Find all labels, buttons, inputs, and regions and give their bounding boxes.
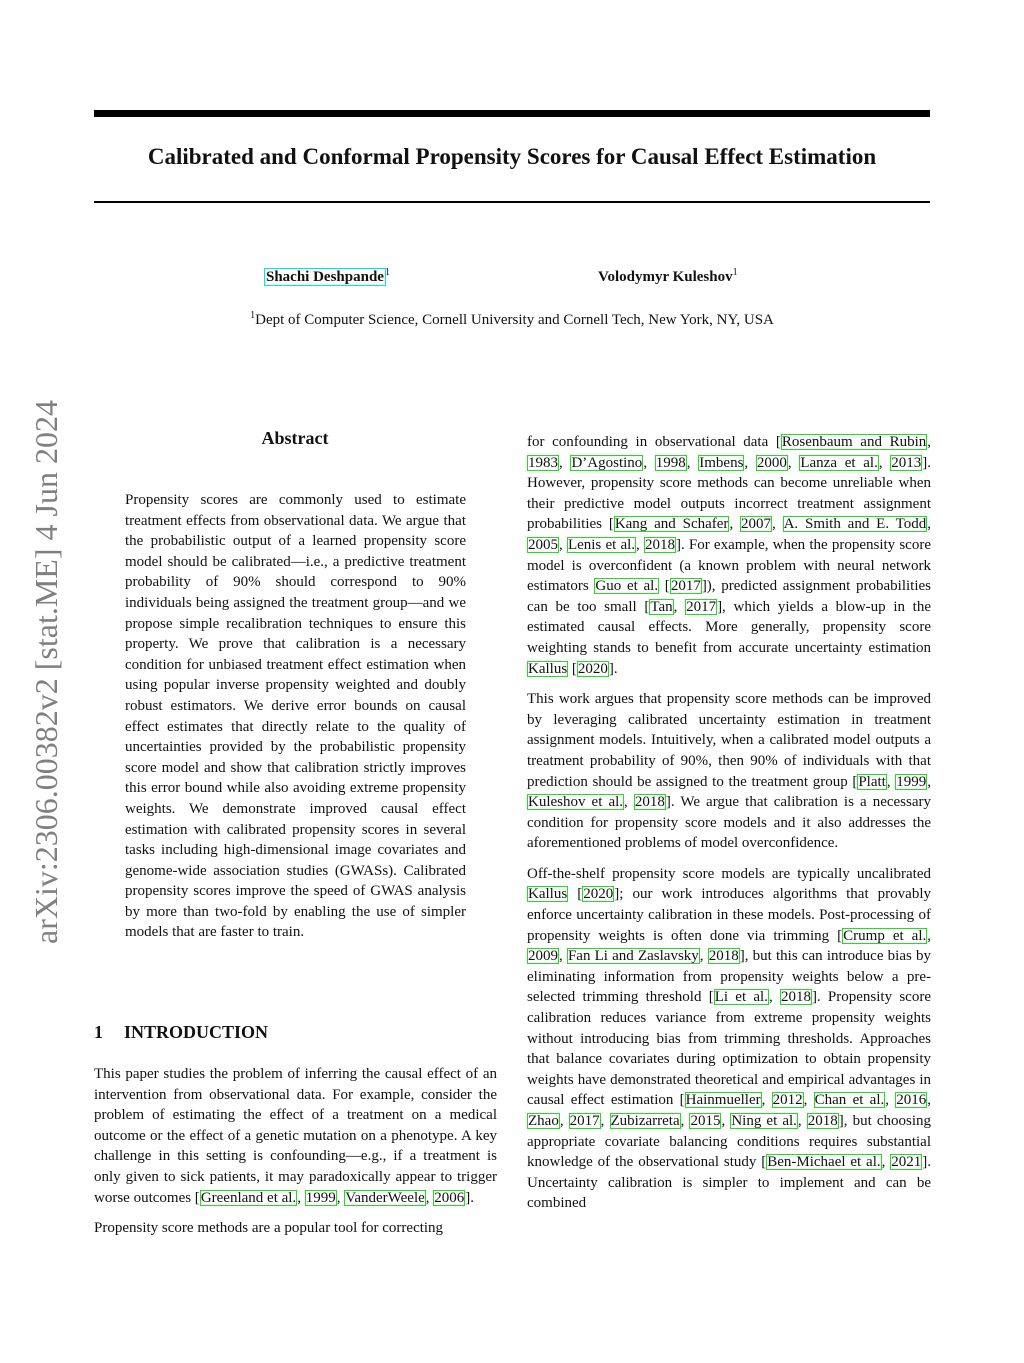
intro-left-column xyxy=(94,1064,497,1249)
paragraph-text: ], but choosing appropriate covariate balancing conditions requires substantial knowledge of the observational study [ xyxy=(527,1113,932,1171)
citation-link[interactable]: 2017 xyxy=(686,598,717,615)
citation-link[interactable]: Hainmueller xyxy=(685,1092,761,1109)
paragraph-text: for confounding in observational data [ xyxy=(527,434,781,450)
citation-link[interactable]: Kang and Schafer xyxy=(614,516,729,533)
citation-link[interactable]: 2018 xyxy=(644,536,675,553)
citation-link[interactable]: Rosenbaum and Rubin xyxy=(781,434,927,450)
paper-title: Calibrated and Conformal Propensity Scores for Causal Effect Estimation xyxy=(147,144,877,169)
section-number: 1 xyxy=(94,1022,103,1042)
title-rule-top xyxy=(94,110,930,117)
paragraph-text: , xyxy=(636,536,644,553)
paragraph-text: , xyxy=(761,1092,772,1109)
intro-paragraph xyxy=(94,1064,497,1208)
citation-link[interactable]: 2006 xyxy=(434,1189,465,1206)
citation-link[interactable]: Fan Li and Zaslavsky xyxy=(567,948,699,965)
author-1-name-link[interactable]: Shachi Deshpande xyxy=(266,269,384,285)
citation-link[interactable]: 2007 xyxy=(741,516,772,533)
paragraph-text: , xyxy=(885,1092,896,1109)
paragraph-text: , xyxy=(797,1113,807,1129)
paragraph-text: ]. However, propensity score methods can become unreliable when their predictive model outputs incorrect treatment assignment probabilities [ xyxy=(527,454,932,533)
citation-link[interactable]: 1999 xyxy=(305,1189,336,1206)
paragraph-text: ]; our work introduces algorithms that provably enforce uncertainty calibration in these models. Post-processing of propensity weights is often done via trimming [ xyxy=(527,886,931,944)
paragraph-text: ], which yields a blow-up in the estimated causal effects. More generally, propensity score weighting stands to benefit from accurate uncertainty estimation xyxy=(527,598,931,656)
paragraph-text: ], but this can introduce bias by eliminating information from propensity weights below a pre-selected trimming threshold [ xyxy=(527,948,932,1006)
citation-link[interactable]: Ben-Michael et al. xyxy=(767,1154,881,1171)
paragraph-text: , xyxy=(744,454,756,471)
paragraph-text: , xyxy=(927,516,931,533)
intro-paragraph xyxy=(527,689,931,854)
citation-link[interactable]: 2018 xyxy=(634,794,665,811)
citation-link[interactable]: 2021 xyxy=(891,1154,922,1171)
paragraph-text: , xyxy=(927,773,931,790)
citation-link[interactable]: Greenland et al. xyxy=(200,1189,297,1206)
citation-link[interactable]: Kuleshov et al. xyxy=(528,794,624,811)
citation-link[interactable]: Ning et al. xyxy=(731,1113,797,1129)
intro-right-column xyxy=(527,432,931,1224)
citation-link[interactable]: Zhao xyxy=(528,1113,559,1129)
paragraph-text: ]. xyxy=(608,660,618,677)
citation-link[interactable]: Li et al. xyxy=(714,989,768,1006)
paragraph-text: , xyxy=(643,454,655,471)
section-title: INTRODUCTION xyxy=(124,1022,269,1042)
paragraph-text: This paper studies the problem of inferring the causal effect of an intervention from observational data. For example, consider the problem of estimating the effect of a treatment on a medical outcome or the effect of a genetic mutation on a phenotype. A key challenge in this setting is confounding—e.g., if a treatment is only given to sick patients, it may paradoxically appear to trigger worse outcomes [ xyxy=(94,1066,497,1206)
citation-link[interactable]: 2020 xyxy=(583,886,614,903)
paragraph-text: , xyxy=(881,1154,891,1171)
citation-link[interactable]: Guo et al. xyxy=(595,578,659,595)
paragraph-text: , xyxy=(927,434,932,450)
citation-link[interactable]: Tan xyxy=(650,598,673,615)
title-rule-bottom xyxy=(94,201,930,203)
citation-link[interactable]: 2018 xyxy=(708,948,739,965)
paragraph-text: ]. xyxy=(465,1189,475,1206)
citation-link[interactable]: Imbens xyxy=(699,454,744,471)
paragraph-text: , xyxy=(673,598,686,615)
author-1 xyxy=(265,266,390,288)
paragraph-text: , xyxy=(803,1092,814,1109)
citation-link[interactable]: Chan et al. xyxy=(814,1092,885,1109)
citation-link[interactable]: 2009 xyxy=(528,948,558,965)
citation-link[interactable]: 2020 xyxy=(577,660,608,677)
citation-link[interactable]: 2017 xyxy=(670,578,701,595)
citation-link[interactable]: Lanza et al. xyxy=(800,454,878,471)
paragraph-text: ]. Uncertainty calibration is simpler to implement and can be combined xyxy=(527,1154,931,1212)
citation-link[interactable]: 2016 xyxy=(896,1092,927,1109)
citation-link[interactable]: 2005 xyxy=(528,536,558,553)
paragraph-text: Propensity score methods are a popular tool for correcting xyxy=(94,1220,444,1237)
citation-link[interactable]: 1998 xyxy=(655,454,686,471)
citation-link[interactable]: Zubizarreta xyxy=(610,1113,680,1129)
paragraph-text: , xyxy=(927,1092,931,1109)
paragraph-text: ]. For example, when the propensity score model is overconfident (a known problem with neural network estimators xyxy=(527,536,931,595)
citation-link[interactable]: 2018 xyxy=(807,1113,838,1129)
paragraph-text: , xyxy=(768,989,780,1006)
affiliation-text: Dept of Computer Science, Cornell University and Cornell Tech, New York, NY, USA xyxy=(255,312,774,328)
paragraph-text: , xyxy=(878,454,891,471)
paragraph-text: , xyxy=(721,1113,731,1129)
intro-paragraph xyxy=(527,432,931,679)
paragraph-text: , xyxy=(729,516,741,533)
citation-link[interactable]: 1999 xyxy=(896,773,927,790)
paragraph-text: [ xyxy=(568,886,583,903)
citation-link[interactable]: Lenis et al. xyxy=(567,536,636,553)
paragraph-text: , xyxy=(336,1189,345,1206)
paragraph-text: , xyxy=(680,1113,690,1129)
paragraph-text: , xyxy=(297,1189,305,1206)
intro-paragraph xyxy=(94,1218,497,1239)
paragraph-text: , xyxy=(559,1113,569,1129)
arxiv-stamp: arXiv:2306.00382v2 [stat.ME] 4 Jun 2024 xyxy=(28,400,64,944)
citation-link[interactable]: A. Smith and E. Todd xyxy=(783,516,927,533)
paragraph-text: , xyxy=(624,794,634,811)
paragraph-text: This work argues that propensity score methods can be improved by leveraging calibrated uncertainty estimation in treatment assignment models. Intuitively, when a calibrated model outputs a treatment probability of 90%, then 90% of individuals with that prediction should be assigned to the treatment group [ xyxy=(527,691,931,790)
citation-link[interactable]: 2013 xyxy=(891,454,922,471)
author-1-affiliation-mark: 1 xyxy=(384,267,390,278)
paragraph-text: , xyxy=(559,536,567,553)
paragraph-text: [ xyxy=(659,578,670,595)
abstract-text: Propensity scores are commonly used to estimate treatment effects from observational data. We argue that the probabilistic output of a learned propensity score model should be calibrated—i.e., a predictive treatment probability of 90% should correspond to 90% individuals being assigned the treatment group—and we propose simple recalibration techniques to ensure this property. We prove that calibration is a necessary condition for unbiased treatment effect estimation when using popular inverse propensity weighted and doubly robust estimators. We derive error bounds on causal effect estimates that directly relate to the quality of uncertainties provided by the probabilistic propensity score model and show that calibration strictly improves this error bound while also avoiding extreme propensity weights. We demonstrate improved causal effect estimation with calibrated propensity scores in several tasks including high-dimensional image covariates and genome-wide association studies (GWASs). Calibrated propensity scores improve the speed of GWAS analysis by more than two-fold by enabling the use of simpler models that are faster to train. xyxy=(125,492,466,941)
paragraph-text: , xyxy=(886,773,896,790)
citation-link[interactable]: 2018 xyxy=(780,989,811,1006)
paragraph-text: Off-the-shelf propensity score models are typically uncalibrated xyxy=(527,865,931,882)
paragraph-text: [ xyxy=(568,660,577,677)
paragraph-text: , xyxy=(600,1113,610,1129)
intro-paragraph xyxy=(527,864,931,1214)
paragraph-text: , xyxy=(772,516,783,533)
citation-link[interactable]: Kallus xyxy=(528,886,568,903)
citation-link[interactable]: VanderWeele xyxy=(345,1189,425,1206)
citation-link[interactable]: D’Agostino xyxy=(571,454,643,471)
paragraph-text: , xyxy=(699,948,708,965)
paragraph-text: , xyxy=(686,454,699,471)
paragraph-text: ]. Propensity score calibration reduces variance from extreme propensity weights without introducing bias from trimming thresholds. Approaches that balance covariates during optimization to obtain propensity weights have demonstrated theoretical and empirical advantages in causal effect estimation [ xyxy=(527,989,931,1109)
citation-link[interactable]: 2017 xyxy=(569,1113,600,1129)
citation-link[interactable]: Platt xyxy=(858,773,886,790)
paragraph-text: , xyxy=(787,454,800,471)
citation-link[interactable]: 2000 xyxy=(756,454,787,471)
paragraph-text: , xyxy=(425,1189,434,1206)
author-2 xyxy=(598,266,738,288)
citation-link[interactable]: Kallus xyxy=(528,660,568,677)
citation-link[interactable]: 2012 xyxy=(772,1092,803,1109)
paragraph-text: ]), predicted assignment probabilities can be too small [ xyxy=(527,578,932,615)
paragraph-text: ]. We argue that calibration is a necessary condition for propensity score models and it also addresses the aforementioned problems of model overconfidence. xyxy=(527,794,931,852)
citation-link[interactable]: 2015 xyxy=(690,1113,721,1129)
paragraph-text: , xyxy=(559,454,571,471)
citation-link[interactable]: Crump et al. xyxy=(843,927,927,944)
paragraph-text: , xyxy=(927,927,932,944)
abstract-heading: Abstract xyxy=(261,428,329,448)
author-2-affiliation-mark: 1 xyxy=(732,267,738,278)
paragraph-text: , xyxy=(559,948,567,965)
citation-link[interactable]: 1983 xyxy=(528,454,558,471)
affiliation-mark: 1 xyxy=(250,310,256,321)
affiliation xyxy=(100,309,924,331)
section-heading xyxy=(94,1020,268,1044)
author-2-name: Volodymyr Kuleshov xyxy=(598,269,733,285)
